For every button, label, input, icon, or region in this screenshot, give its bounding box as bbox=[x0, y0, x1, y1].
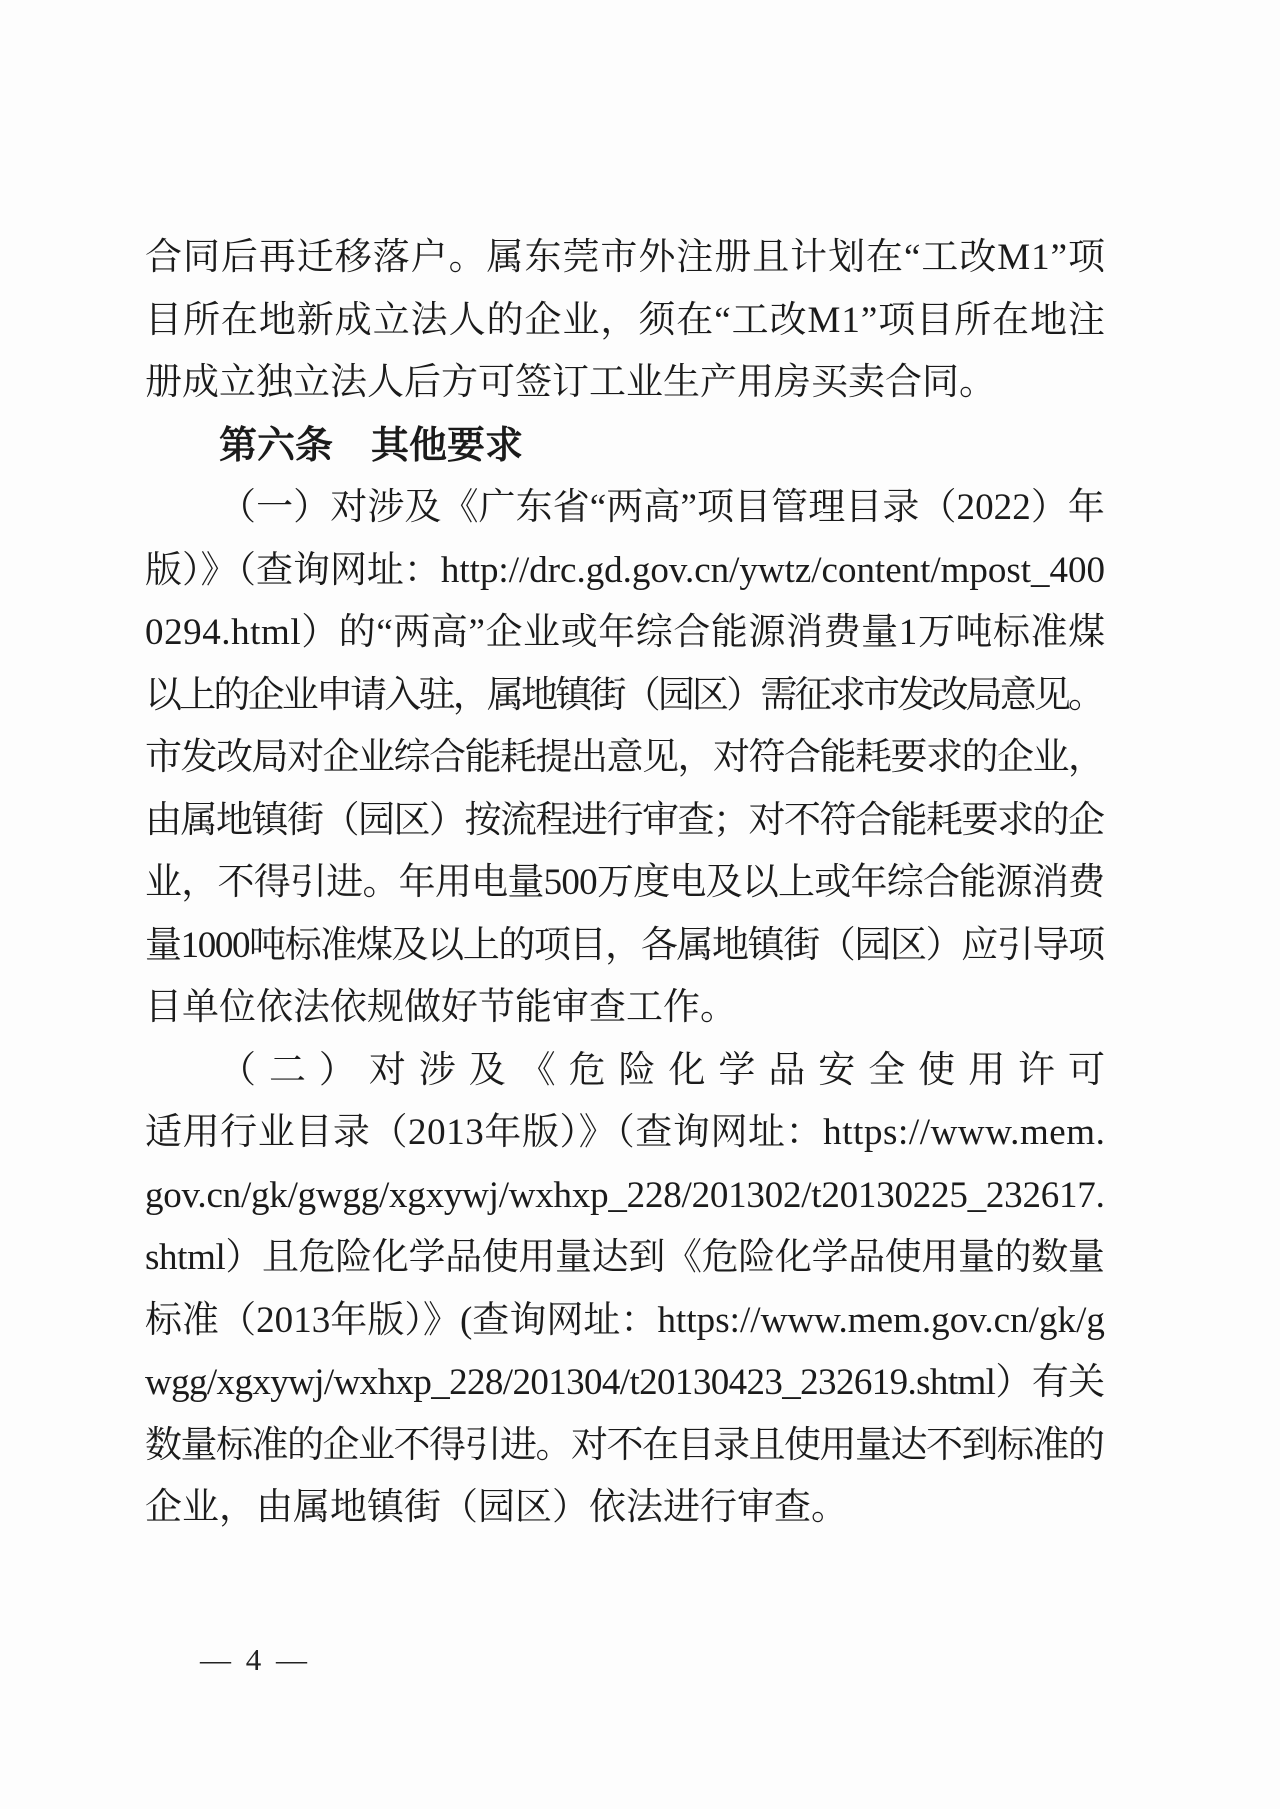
text-line bbox=[145, 540, 1105, 603]
text-line bbox=[145, 352, 1105, 415]
text-line bbox=[145, 1040, 1118, 1103]
section-heading bbox=[145, 415, 1105, 478]
text-line bbox=[145, 1102, 1105, 1165]
document-body bbox=[145, 227, 1118, 1540]
text-line-content: 由属地镇街（园区）按流程进行审查；对不符合能耗要求的企 bbox=[145, 799, 1104, 841]
text-line bbox=[145, 977, 1105, 1040]
text-line-content: 0294.html）的“两高”企业或年综合能源消费量1万吨标准煤 bbox=[145, 612, 1106, 653]
text-line bbox=[145, 1415, 1105, 1478]
text-line bbox=[145, 852, 1105, 915]
text-line-content: 目所在地新成立法人的企业，须在“工改M1”项目所在地注 bbox=[145, 299, 1106, 341]
text-line bbox=[145, 727, 1105, 790]
text-line-content: 标准（2013年版）》(查询网址：https://www.mem.gov.cn/gk/g bbox=[145, 1299, 1105, 1341]
text-line-content: （二）对涉及《危险化学品安全使用许可 bbox=[219, 1049, 1118, 1091]
text-line-content: wgg/xgxywj/wxhxp_228/201304/t20130423_232619.shtml）有关 bbox=[145, 1362, 1105, 1403]
text-line bbox=[145, 1290, 1105, 1353]
text-line bbox=[145, 1352, 1105, 1415]
text-line bbox=[145, 1227, 1105, 1290]
text-line bbox=[145, 477, 1105, 540]
text-line bbox=[145, 915, 1105, 978]
text-line-content: 以上的企业申请入驻，属地镇街（园区）需征求市发改局意见。 bbox=[145, 674, 1103, 716]
text-line-content: gov.cn/gk/gwgg/xgxywj/wxhxp_228/201302/t20130225_232617. bbox=[145, 1174, 1105, 1216]
text-line-content: （一）对涉及《广东省“两高”项目管理目录（2022）年 bbox=[219, 487, 1106, 528]
text-line bbox=[145, 790, 1105, 853]
text-line-content: 册成立独立法人后方可签订工业生产用房买卖合同。 bbox=[145, 362, 996, 403]
text-line bbox=[145, 1165, 1105, 1228]
text-line bbox=[145, 227, 1105, 290]
text-line-content: 市发改局对企业综合能耗提出意见，对符合能耗要求的企业， bbox=[145, 737, 1104, 778]
text-line bbox=[145, 290, 1105, 353]
text-line-content: 企业，由属地镇街（园区）依法进行审查。 bbox=[145, 1487, 848, 1528]
text-line-content: shtml）且危险化学品使用量达到《危险化学品使用量的数量 bbox=[145, 1237, 1105, 1278]
page-number: — 4 — bbox=[200, 1642, 307, 1677]
text-line-content: 业，不得引进。年用电量500万度电及以上或年综合能源消费 bbox=[145, 862, 1105, 903]
text-line bbox=[145, 602, 1105, 665]
text-line-content: 量1000吨标准煤及以上的项目，各属地镇街（园区）应引导项 bbox=[145, 924, 1104, 966]
text-line-content: 合同后再迁移落户。属东莞市外注册且计划在“工改M1”项 bbox=[145, 237, 1106, 278]
text-line-content: 第六条 其他要求 bbox=[219, 424, 524, 467]
text-line bbox=[145, 1477, 1105, 1540]
text-line-content: 版）》（查询网址：http://drc.gd.gov.cn/ywtz/content/mpost_400 bbox=[145, 549, 1106, 591]
text-line-content: 目单位依法依规做好节能审查工作。 bbox=[145, 987, 737, 1028]
text-line-content: 适用行业目录（2013年版）》（查询网址：https://www.mem. bbox=[145, 1112, 1106, 1153]
text-line-content: 数量标准的企业不得引进。对不在目录且使用量达不到标准的 bbox=[145, 1424, 1104, 1466]
text-line bbox=[145, 665, 1105, 728]
